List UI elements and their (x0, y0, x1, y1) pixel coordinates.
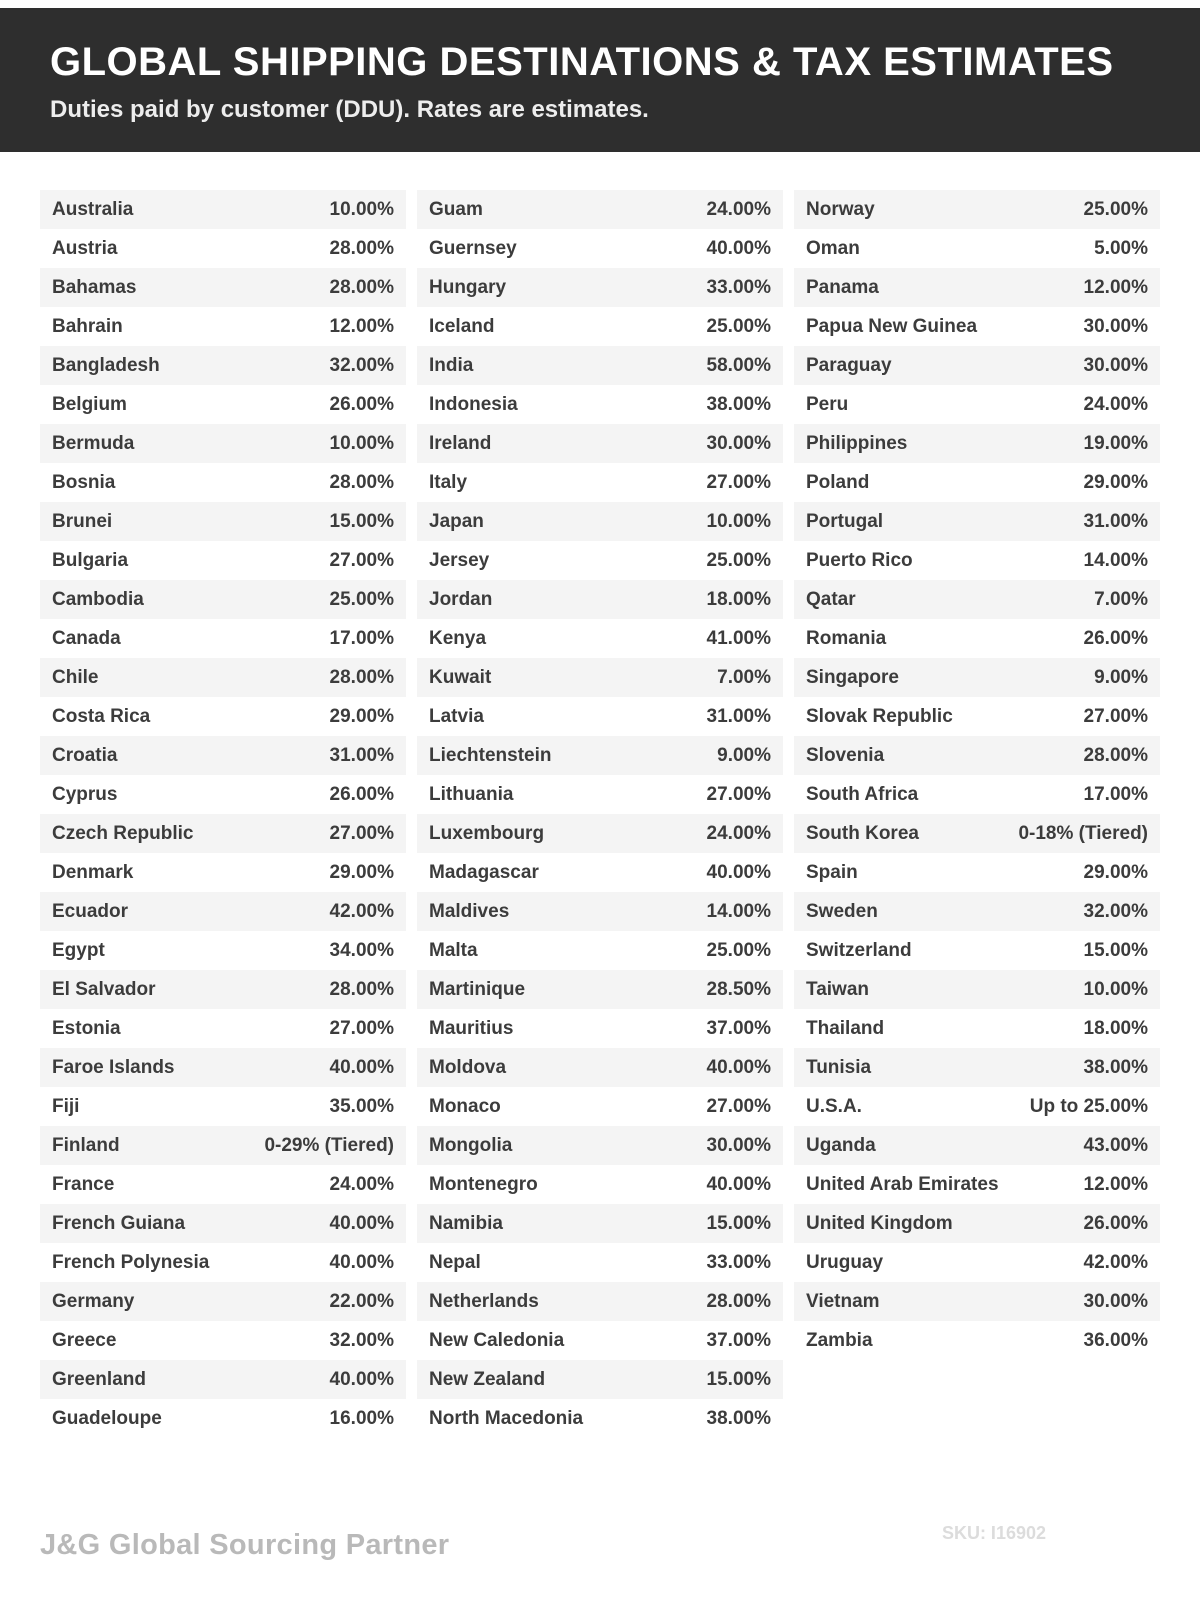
country-name: Cambodia (52, 588, 144, 610)
tax-rate: 5.00% (1094, 237, 1148, 259)
table-row (794, 619, 1160, 658)
table-row (417, 970, 783, 1009)
country-name: Japan (429, 510, 484, 532)
country-name: Ireland (429, 432, 492, 454)
country-name: Latvia (429, 705, 484, 727)
country-name: Germany (52, 1290, 135, 1312)
tax-rate: 30.00% (1083, 315, 1148, 337)
tax-rate: 40.00% (329, 1368, 394, 1390)
tax-rate: 27.00% (1083, 705, 1148, 727)
brand-name: J&G Global Sourcing Partner (40, 1529, 450, 1561)
tax-rate: 30.00% (1083, 354, 1148, 376)
country-name: Faroe Islands (52, 1056, 175, 1078)
tax-rate: 17.00% (329, 627, 394, 649)
country-name: Namibia (429, 1212, 503, 1234)
country-name: Kuwait (429, 666, 492, 688)
tax-rate: 34.00% (329, 939, 394, 961)
country-name: Malta (429, 939, 478, 961)
tax-rate: 26.00% (329, 393, 394, 415)
table-row (794, 424, 1160, 463)
country-name: Papua New Guinea (806, 315, 978, 337)
country-name: Slovak Republic (806, 705, 953, 727)
table-row (40, 385, 406, 424)
country-name: Hungary (429, 276, 507, 298)
table-row (40, 502, 406, 541)
country-name: Luxembourg (429, 822, 545, 844)
country-name: Switzerland (806, 939, 912, 961)
tax-rate: 15.00% (329, 510, 394, 532)
tax-rate: 10.00% (329, 198, 394, 220)
tax-rate: 14.00% (706, 900, 771, 922)
tax-rate: 36.00% (1083, 1329, 1148, 1351)
tax-rate: 27.00% (706, 1095, 771, 1117)
table-row (794, 1321, 1160, 1360)
table-row (417, 541, 783, 580)
table-row (40, 190, 406, 229)
tax-rate: 28.00% (329, 978, 394, 1000)
tax-rate: 42.00% (1083, 1251, 1148, 1273)
country-name: Thailand (806, 1017, 885, 1039)
country-name: Romania (806, 627, 887, 649)
tax-rate: 18.00% (706, 588, 771, 610)
tax-rate: 12.00% (1083, 276, 1148, 298)
rate-column-3 (794, 190, 1160, 1360)
tax-rate: 28.50% (706, 978, 771, 1000)
country-name: Fiji (52, 1095, 80, 1117)
table-row (40, 1282, 406, 1321)
rate-column-2 (417, 190, 783, 1438)
tax-rate: 15.00% (1083, 939, 1148, 961)
tax-rate: 25.00% (329, 588, 394, 610)
tax-rate: 14.00% (1083, 549, 1148, 571)
table-row (794, 190, 1160, 229)
table-row (40, 1360, 406, 1399)
country-name: New Zealand (429, 1368, 546, 1390)
country-name: Ecuador (52, 900, 129, 922)
country-name: Australia (52, 198, 134, 220)
table-row (40, 970, 406, 1009)
country-name: Mauritius (429, 1017, 514, 1039)
tax-rate: 0-29% (Tiered) (264, 1134, 394, 1156)
country-name: Peru (806, 393, 849, 415)
country-name: Bulgaria (52, 549, 129, 571)
table-row (417, 853, 783, 892)
country-name: Spain (806, 861, 858, 883)
table-row (417, 658, 783, 697)
country-name: Montenegro (429, 1173, 538, 1195)
country-name: Brunei (52, 510, 113, 532)
tax-rate: 17.00% (1083, 783, 1148, 805)
tax-rate: 40.00% (706, 1173, 771, 1195)
table-row (417, 229, 783, 268)
country-name: Uganda (806, 1134, 876, 1156)
country-name: Portugal (806, 510, 884, 532)
country-name: United Kingdom (806, 1212, 953, 1234)
country-name: Sweden (806, 900, 878, 922)
country-name: Martinique (429, 978, 526, 1000)
country-name: Austria (52, 237, 118, 259)
country-name: El Salvador (52, 978, 156, 1000)
table-row (417, 1009, 783, 1048)
tax-rate: 0-18% (Tiered) (1018, 822, 1148, 844)
table-row (794, 1165, 1160, 1204)
country-name: Poland (806, 471, 870, 493)
tax-rate: 9.00% (1094, 666, 1148, 688)
country-name: Moldova (429, 1056, 507, 1078)
tax-rate: 40.00% (329, 1251, 394, 1273)
country-name: Nepal (429, 1251, 481, 1273)
table-row (417, 1126, 783, 1165)
table-row (794, 541, 1160, 580)
country-name: France (52, 1173, 115, 1195)
table-row (417, 736, 783, 775)
table-row (417, 1048, 783, 1087)
table-row (40, 658, 406, 697)
country-name: Egypt (52, 939, 105, 961)
tax-rate: 33.00% (706, 1251, 771, 1273)
table-row (794, 502, 1160, 541)
country-name: Guernsey (429, 237, 517, 259)
tax-rate: 27.00% (329, 1017, 394, 1039)
table-row (794, 736, 1160, 775)
tax-rate: 15.00% (706, 1368, 771, 1390)
table-row (40, 1009, 406, 1048)
table-row (40, 697, 406, 736)
table-row (794, 1243, 1160, 1282)
table-row (417, 1087, 783, 1126)
tax-rate: 19.00% (1083, 432, 1148, 454)
table-row (40, 736, 406, 775)
tax-rate: 24.00% (1083, 393, 1148, 415)
country-name: Oman (806, 237, 860, 259)
country-name: Puerto Rico (806, 549, 913, 571)
table-row (417, 1321, 783, 1360)
table-row (794, 970, 1160, 1009)
tax-rate: 27.00% (329, 549, 394, 571)
table-row (40, 229, 406, 268)
tax-rate: 26.00% (329, 783, 394, 805)
country-name: Liechtenstein (429, 744, 552, 766)
table-row (417, 190, 783, 229)
tax-rate: 28.00% (1083, 744, 1148, 766)
country-name: Mongolia (429, 1134, 513, 1156)
country-name: Estonia (52, 1017, 121, 1039)
table-row (794, 931, 1160, 970)
country-name: Monaco (429, 1095, 501, 1117)
table-row (794, 1009, 1160, 1048)
country-name: Jersey (429, 549, 490, 571)
table-row (417, 268, 783, 307)
country-name: Zambia (806, 1329, 873, 1351)
country-name: India (429, 354, 474, 376)
table-row (40, 1165, 406, 1204)
tax-rate: 43.00% (1083, 1134, 1148, 1156)
table-row (794, 697, 1160, 736)
table-row (794, 1282, 1160, 1321)
country-name: Iceland (429, 315, 495, 337)
table-row (417, 619, 783, 658)
tax-rate: 22.00% (329, 1290, 394, 1312)
country-name: Guadeloupe (52, 1407, 162, 1429)
tax-rate: Up to 25.00% (1029, 1095, 1148, 1117)
tax-rate: 10.00% (1083, 978, 1148, 1000)
sku-label: SKU: I16902 (941, 1523, 1046, 1543)
tax-rate: 29.00% (329, 861, 394, 883)
table-row (417, 1165, 783, 1204)
table-row (40, 775, 406, 814)
table-row (417, 346, 783, 385)
tax-rate: 58.00% (706, 354, 771, 376)
table-row (40, 892, 406, 931)
tax-rate: 24.00% (706, 198, 771, 220)
table-row (794, 1048, 1160, 1087)
table-row (40, 346, 406, 385)
country-name: Belgium (52, 393, 127, 415)
country-name: Philippines (806, 432, 908, 454)
country-name: Bermuda (52, 432, 135, 454)
table-row (794, 1126, 1160, 1165)
country-name: Norway (806, 198, 875, 220)
country-name: U.S.A. (806, 1095, 862, 1117)
tax-rate: 41.00% (706, 627, 771, 649)
tax-rate: 15.00% (706, 1212, 771, 1234)
table-row (417, 1243, 783, 1282)
table-row (417, 697, 783, 736)
table-row (794, 853, 1160, 892)
country-name: United Arab Emirates (806, 1173, 999, 1195)
tax-rate: 31.00% (706, 705, 771, 727)
country-name: Maldives (429, 900, 510, 922)
table-row (40, 268, 406, 307)
country-name: Netherlands (429, 1290, 539, 1312)
tax-rate: 40.00% (706, 237, 771, 259)
tax-rate: 30.00% (706, 432, 771, 454)
country-name: Italy (429, 471, 468, 493)
tax-rate: 35.00% (329, 1095, 394, 1117)
country-name: Chile (52, 666, 99, 688)
table-row (417, 892, 783, 931)
country-name: Czech Republic (52, 822, 194, 844)
table-row (794, 892, 1160, 931)
tax-rate: 16.00% (329, 1407, 394, 1429)
table-row (40, 1204, 406, 1243)
tax-rate: 25.00% (1083, 198, 1148, 220)
tax-rate: 38.00% (706, 1407, 771, 1429)
tax-rate: 24.00% (706, 822, 771, 844)
table-row (417, 463, 783, 502)
tax-rate: 40.00% (706, 1056, 771, 1078)
tax-rate: 24.00% (329, 1173, 394, 1195)
tax-rate: 30.00% (706, 1134, 771, 1156)
country-name: Vietnam (806, 1290, 880, 1312)
table-row (794, 346, 1160, 385)
country-name: Bosnia (52, 471, 116, 493)
tax-rate: 27.00% (329, 822, 394, 844)
tax-rate: 29.00% (1083, 861, 1148, 883)
tax-rate: 7.00% (1094, 588, 1148, 610)
tax-rate: 30.00% (1083, 1290, 1148, 1312)
tax-rate: 31.00% (1083, 510, 1148, 532)
country-name: Slovenia (806, 744, 885, 766)
page-title: GLOBAL SHIPPING DESTINATIONS & TAX ESTIMATES (50, 40, 1114, 84)
tax-rate: 10.00% (706, 510, 771, 532)
table-row (40, 463, 406, 502)
table-row (417, 385, 783, 424)
country-name: Panama (806, 276, 879, 298)
tax-rate: 37.00% (706, 1329, 771, 1351)
tax-rate: 32.00% (1083, 900, 1148, 922)
table-row (40, 1399, 406, 1438)
tax-rate: 33.00% (706, 276, 771, 298)
country-name: Denmark (52, 861, 134, 883)
table-row (794, 775, 1160, 814)
table-row (794, 385, 1160, 424)
country-name: Taiwan (806, 978, 869, 1000)
tax-rate: 25.00% (706, 315, 771, 337)
table-row (40, 619, 406, 658)
table-row (40, 541, 406, 580)
table-row (794, 463, 1160, 502)
table-row (417, 775, 783, 814)
country-name: New Caledonia (429, 1329, 565, 1351)
tax-rate: 18.00% (1083, 1017, 1148, 1039)
tax-rate: 38.00% (1083, 1056, 1148, 1078)
table-row (794, 658, 1160, 697)
country-name: Kenya (429, 627, 487, 649)
table-row (417, 424, 783, 463)
tax-rate: 28.00% (706, 1290, 771, 1312)
country-name: Canada (52, 627, 121, 649)
tax-rate: 28.00% (329, 237, 394, 259)
table-row (417, 1204, 783, 1243)
table-row (794, 1204, 1160, 1243)
table-row (417, 814, 783, 853)
table-row (40, 853, 406, 892)
country-name: Finland (52, 1134, 120, 1156)
table-row (794, 814, 1160, 853)
country-name: Tunisia (806, 1056, 872, 1078)
tax-rate: 42.00% (329, 900, 394, 922)
country-name: Costa Rica (52, 705, 151, 727)
country-name: Uruguay (806, 1251, 884, 1273)
country-name: Croatia (52, 744, 118, 766)
country-name: Indonesia (429, 393, 518, 415)
table-row (794, 307, 1160, 346)
table-row (417, 502, 783, 541)
table-row (40, 931, 406, 970)
table-row (794, 1087, 1160, 1126)
country-name: Bahrain (52, 315, 123, 337)
country-name: French Guiana (52, 1212, 186, 1234)
table-row (40, 1243, 406, 1282)
country-name: Singapore (806, 666, 899, 688)
table-row (40, 1126, 406, 1165)
country-name: South Africa (806, 783, 919, 805)
tax-rate: 37.00% (706, 1017, 771, 1039)
page-header (0, 8, 1200, 152)
table-row (40, 1048, 406, 1087)
tax-rate: 40.00% (329, 1056, 394, 1078)
rate-column-1 (40, 190, 406, 1438)
table-row (417, 307, 783, 346)
country-name: Greenland (52, 1368, 146, 1390)
tax-rate: 29.00% (329, 705, 394, 727)
country-name: South Korea (806, 822, 919, 844)
country-name: Qatar (806, 588, 856, 610)
country-name: Cyprus (52, 783, 118, 805)
country-name: French Polynesia (52, 1251, 210, 1273)
tax-rate: 9.00% (717, 744, 771, 766)
table-row (40, 424, 406, 463)
tax-rate: 26.00% (1083, 1212, 1148, 1234)
table-row (794, 580, 1160, 619)
table-row (794, 229, 1160, 268)
tax-rate: 7.00% (717, 666, 771, 688)
country-name: Bahamas (52, 276, 137, 298)
country-name: Jordan (429, 588, 493, 610)
tax-rate: 29.00% (1083, 471, 1148, 493)
rates-table (0, 152, 1200, 1438)
tax-rate: 25.00% (706, 939, 771, 961)
table-row (40, 814, 406, 853)
country-name: Paraguay (806, 354, 892, 376)
country-name: Madagascar (429, 861, 539, 883)
table-row (417, 1282, 783, 1321)
table-row (417, 580, 783, 619)
tax-rate: 40.00% (706, 861, 771, 883)
country-name: Greece (52, 1329, 117, 1351)
table-row (417, 931, 783, 970)
tax-rate: 10.00% (329, 432, 394, 454)
tax-rate: 12.00% (329, 315, 394, 337)
table-row (40, 307, 406, 346)
tax-rate: 28.00% (329, 666, 394, 688)
table-row (417, 1360, 783, 1399)
table-row (40, 1087, 406, 1126)
country-name: Lithuania (429, 783, 514, 805)
country-name: Bangladesh (52, 354, 160, 376)
tax-rate: 12.00% (1083, 1173, 1148, 1195)
table-row (794, 268, 1160, 307)
table-row (417, 1399, 783, 1438)
tax-rate: 31.00% (329, 744, 394, 766)
tax-rate: 32.00% (329, 354, 394, 376)
tax-rate: 28.00% (329, 276, 394, 298)
tax-rate: 38.00% (706, 393, 771, 415)
tax-rate: 27.00% (706, 471, 771, 493)
country-name: Guam (429, 198, 483, 220)
page-subtitle: Duties paid by customer (DDU). Rates are estimates. (50, 96, 649, 123)
tax-rate: 32.00% (329, 1329, 394, 1351)
tax-rate: 40.00% (329, 1212, 394, 1234)
tax-rate: 27.00% (706, 783, 771, 805)
table-row (40, 1321, 406, 1360)
tax-rate: 26.00% (1083, 627, 1148, 649)
country-name: North Macedonia (429, 1407, 584, 1429)
table-row (40, 580, 406, 619)
tax-rate: 28.00% (329, 471, 394, 493)
tax-rate: 25.00% (706, 549, 771, 571)
